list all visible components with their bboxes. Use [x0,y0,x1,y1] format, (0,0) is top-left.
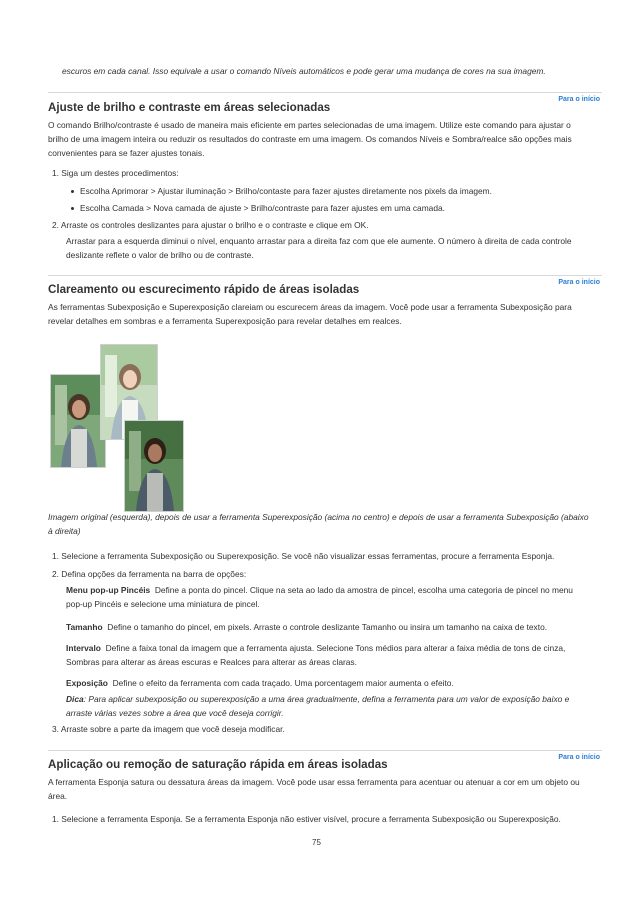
step-2: 2. Arraste os controles deslizantes para ajustar o brilho e o contraste e clique em OK. [52,220,369,230]
bullet-item: Escolha Camada > Nova camada de ajuste > Brilho/contraste para fazer ajustes em uma camada. [71,203,445,213]
option-size: Tamanho Define o tamanho do pincel, em pixels. Arraste o controle deslizante Tamanho ou insira um tamanho na caixa de texto. [66,622,548,632]
underexposed-photo [124,420,184,512]
back-to-top-link[interactable]: Para o início [558,279,600,286]
step-1: 1. Selecione a ferramenta Subexposição ou Superexposição. Se você não visualizar essas ferramentas, procure a ferramenta Esponja. [52,551,555,561]
divider [48,750,602,751]
image-caption: Imagem original (esquerda), depois de usar a ferramenta Superexposição (acima no centro) e depois de usar a ferramenta Subexposição (abaixo à direita) [48,512,589,536]
step-1: 1. Selecione a ferramenta Esponja. Se a ferramenta Esponja não estiver visível, procure a ferramenta Subexposição ou Superexposição. [52,814,561,824]
section-title: Clareamento ou escurecimento rápido de áreas isoladas [48,283,360,296]
divider [48,92,602,93]
original-photo [50,374,106,468]
divider [48,275,602,276]
tip-note: Dica: Para aplicar subexposição ou superexposição a uma área gradualmente, defina a ferramenta para um valor de exposição baixo e arraste várias vezes sobre a área que você deseja corrigir. [66,694,570,718]
option-brushes: Menu pop-up Pincéis Define a ponta do pincel. Clique na seta ao lado da amostra de pincel, escolha uma categoria de pincel no menu pop-up Pincéis e selecione uma miniatura de pincel. [66,585,573,609]
paragraph: O comando Brilho/contraste é usado de maneira mais eficiente em partes selecionadas de uma imagem. Utilize este comando para ajustar o brilho de uma imagem inteira ou reduzir os resultados do contraste em uma imagem. Os comandos Níveis e Sombra/realce são opções mais convenientes para se fazer ajustes tonais. [48,120,572,158]
step-3: 3. Arraste sobre a parte da imagem que você deseja modificar. [52,724,285,734]
paragraph: A ferramenta Esponja satura ou dessatura áreas da imagem. Você pode usar essa ferramenta para acentuar ou atenuar a cor em um objeto ou área. [48,777,580,801]
step-2: 2. Defina opções da ferramenta na barra de opções: [52,569,247,579]
option-exposure: Exposição Define o efeito da ferramenta com cada traçado. Uma porcentagem maior aumenta o efeito. [66,678,454,688]
back-to-top-link[interactable]: Para o início [558,96,600,103]
page-number: 75 [312,838,321,847]
paragraph: As ferramentas Subexposição e Superexposição clareiam ou escurecem áreas da imagem. Você pode usar a ferramenta Subexposição para revelar detalhes em sombras e a ferramenta Superexposição para revelar detalhes em realces. [48,302,572,326]
section-title: Aplicação ou remoção de saturação rápida em áreas isoladas [48,758,388,771]
bullet-item: Escolha Aprimorar > Ajustar iluminação > Brilho/contaste para fazer ajustes diretamente nos pixels da imagem. [71,186,492,196]
section-title: Ajuste de brilho e contraste em áreas selecionadas [48,101,331,114]
intro-line: escuros em cada canal. Isso equivale a usar o comando Níveis automáticos e pode gerar uma mudança de cores na sua imagem. [62,66,546,76]
step-1: 1. Siga um destes procedimentos: [52,168,179,178]
option-range: Intervalo Define a faixa tonal da imagem que a ferramenta ajusta. Selecione Tons médios para alterar a faixa média de tons de cinza, Sombras para alterar as áreas escuras e Realces para alterar as áreas claras. [66,643,566,667]
back-to-top-link[interactable]: Para o início [558,754,600,761]
step-note: Arrastar para a esquerda diminui o nível, enquanto arrastar para a direita faz com que ele aumente. O número à direita de cada controle deslizante reflete o valor de brilho ou de contraste. [66,236,572,260]
